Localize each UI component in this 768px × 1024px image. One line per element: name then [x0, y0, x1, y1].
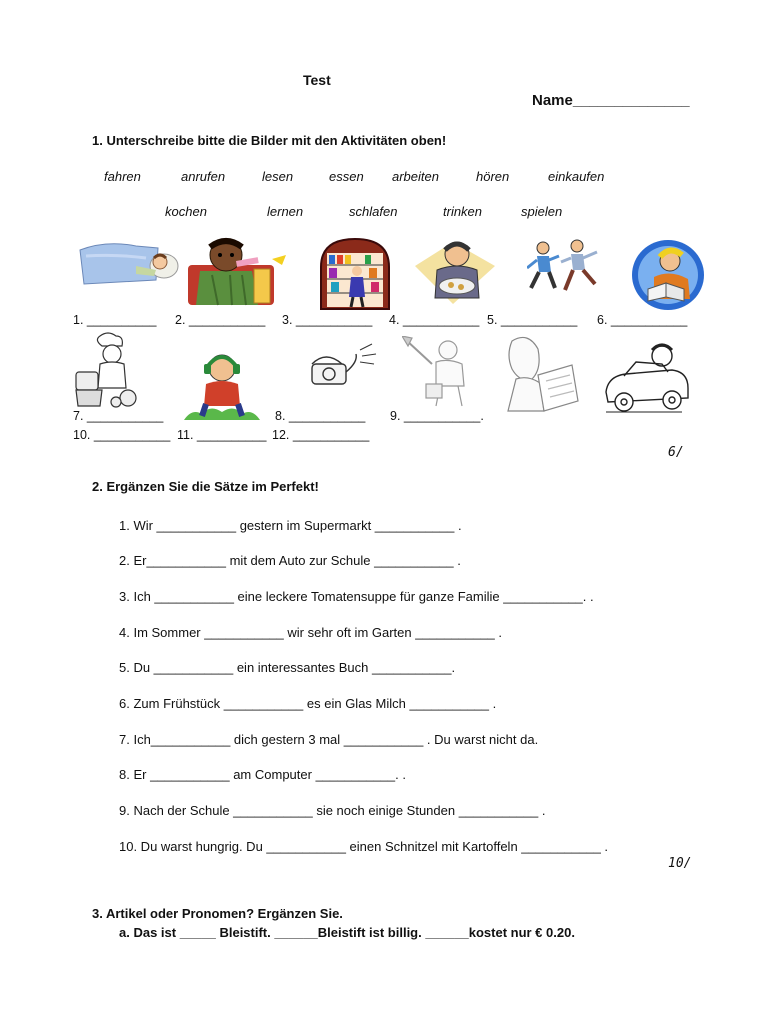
word-trinken: trinken: [443, 204, 483, 219]
blank-4[interactable]: 4. ___________: [389, 313, 480, 327]
blank-10[interactable]: 10. ___________: [73, 428, 171, 442]
section1-score: 6/: [668, 445, 684, 460]
word-schlafen: schlafen: [349, 204, 398, 219]
word-spielen: spielen: [521, 204, 563, 219]
boy-reading-picture: [630, 237, 706, 311]
word-hoeren: hören: [476, 169, 510, 184]
name-field-label: Name______________: [532, 92, 690, 109]
sentence-4[interactable]: 4. Im Sommer ___________ wir sehr oft im Garten ___________ .: [119, 625, 502, 640]
blank-12[interactable]: 12. ___________: [272, 428, 370, 442]
sentence-2[interactable]: 2. Er___________ mit dem Auto zur Schule ___________ .: [119, 553, 461, 568]
blank-1[interactable]: 1. __________: [73, 313, 157, 327]
telephone-picture: [306, 342, 378, 388]
sentence-7[interactable]: 7. Ich___________ dich gestern 3 mal ___________ . Du warst nicht da.: [119, 732, 539, 747]
word-kochen: kochen: [165, 204, 207, 219]
blank-6[interactable]: 6. ___________: [597, 313, 688, 327]
worker-with-shovel-picture: [402, 336, 482, 408]
word-essen: essen: [329, 169, 364, 184]
sentence-6[interactable]: 6. Zum Frühstück ___________ es ein Glas Milch ___________ .: [119, 696, 497, 711]
blank-9[interactable]: 9. ___________.: [390, 409, 484, 423]
word-lernen: lernen: [267, 204, 304, 219]
word-fahren: fahren: [104, 169, 141, 184]
boy-headphones-picture: [182, 348, 262, 424]
section2-score: 10/: [668, 856, 692, 871]
boy-drinking-picture: [182, 235, 290, 307]
blank-8[interactable]: 8. ___________: [275, 409, 366, 423]
word-anrufen: anrufen: [181, 169, 226, 184]
blank-2[interactable]: 2. ___________: [175, 313, 266, 327]
blank-7[interactable]: 7. ___________: [73, 409, 164, 423]
word-einkaufen: einkaufen: [548, 169, 605, 184]
blank-11[interactable]: 11. __________: [177, 428, 267, 442]
chef-cooking-picture: [72, 332, 142, 410]
sentence-9[interactable]: 9. Nach der Schule ___________ sie noch einige Stunden ___________ .: [119, 803, 546, 818]
sleeping-person-picture: [76, 236, 181, 286]
section3-item-a[interactable]: a. Das ist _____ Bleistift. ______Bleistift ist billig. ______kostet nur € 0.20.: [119, 925, 575, 940]
page-title: Test: [303, 72, 331, 88]
sentence-5[interactable]: 5. Du ___________ ein interessantes Buch ___________.: [119, 660, 456, 675]
sentence-10[interactable]: 10. Du warst hungrig. Du ___________ einen Schnitzel mit Kartoffeln ___________ .: [119, 839, 609, 854]
section1-heading: 1. Unterschreibe bitte die Bilder mit den Aktivitäten oben!: [92, 133, 447, 148]
car-driving-picture: [602, 342, 692, 414]
sentence-3[interactable]: 3. Ich ___________ eine leckere Tomatensuppe für ganze Familie ___________. .: [119, 589, 594, 604]
blank-3[interactable]: 3. ___________: [282, 313, 373, 327]
boy-eating-picture: [413, 236, 497, 306]
blank-5[interactable]: 5. ___________: [487, 313, 578, 327]
section3-heading: 3. Artikel oder Pronomen? Ergänzen Sie.: [92, 906, 343, 921]
girl-reading-paper-picture: [498, 335, 582, 413]
two-boys-running-picture: [527, 238, 609, 300]
word-lesen: lesen: [262, 169, 294, 184]
sentence-1[interactable]: 1. Wir ___________ gestern im Supermarkt ___________ .: [119, 518, 462, 533]
sentence-8[interactable]: 8. Er ___________ am Computer ___________. .: [119, 767, 406, 782]
shopping-store-picture: [319, 237, 391, 311]
section2-heading: 2. Ergänzen Sie die Sätze im Perfekt!: [92, 479, 319, 494]
word-arbeiten: arbeiten: [392, 169, 439, 184]
